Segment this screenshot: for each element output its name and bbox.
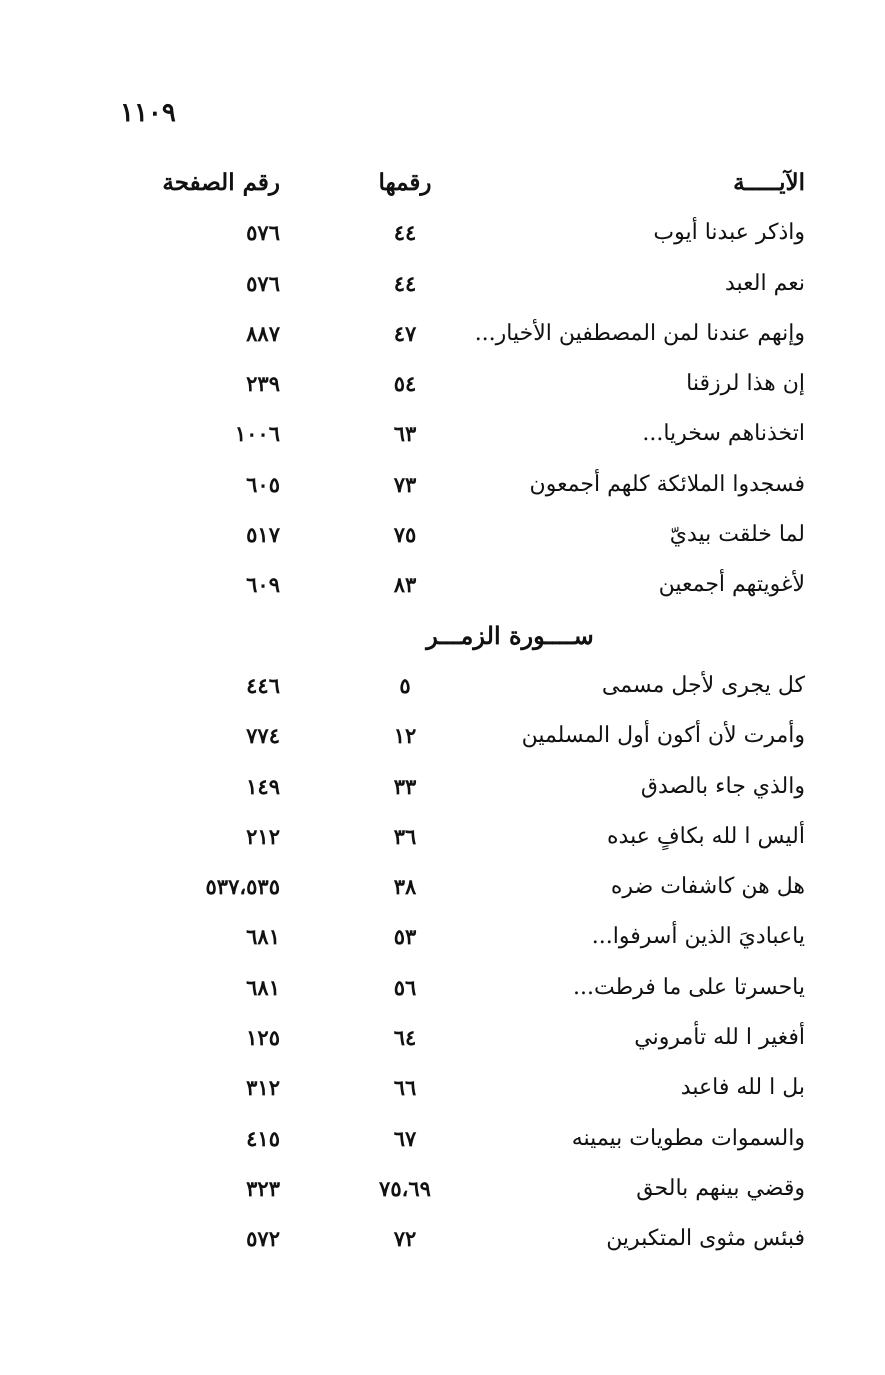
page-reference: ٦٠٩ (246, 572, 280, 598)
verse-text: هل هن كاشفات ضره (610, 874, 805, 900)
page-reference: ١٢٥ (246, 1025, 280, 1051)
table-row (150, 462, 810, 512)
verse-text: اتخذناهم سخريا... (642, 421, 805, 447)
table-header (150, 160, 810, 210)
column-header-number: رقمها (378, 169, 432, 196)
verse-text: والذي جاء بالصدق (640, 773, 805, 799)
page-reference: ٥١٧ (246, 522, 280, 548)
verse-text: لأغويتهم أجمعين (658, 572, 805, 598)
page-reference: ٤٤٦ (246, 672, 280, 698)
verse-number: ٨٣ (393, 572, 417, 598)
verse-text: فسجدوا الملائكة كلهم أجمعون (529, 471, 805, 497)
page-reference: ٣٢٣ (246, 1175, 280, 1201)
page-reference: ٧٧٤ (246, 723, 280, 749)
verse-number: ٧٣ (393, 471, 417, 497)
verse-text: إن هذا لرزقنا (686, 371, 805, 397)
page-reference: ١٠٠٦ (234, 421, 280, 447)
page-number: ١١٠٩ (120, 98, 176, 128)
table-row (150, 1166, 810, 1216)
verse-index-table (150, 160, 810, 1267)
verse-number: ٦٧ (393, 1125, 417, 1151)
table-row (150, 1015, 810, 1065)
verse-text: وإنهم عندنا لمن المصطفين الأخيار... (474, 320, 805, 346)
table-row (150, 411, 810, 461)
verse-text: بل ا لله فاعبد (680, 1075, 805, 1101)
table-row (150, 713, 810, 763)
table-row (150, 663, 810, 713)
verse-text: كل يجرى لأجل مسمى (601, 672, 805, 698)
verse-number: ١٢ (393, 723, 417, 749)
table-row (150, 210, 810, 260)
verse-number: ٦٣ (393, 421, 417, 447)
table-row (150, 311, 810, 361)
table-row (150, 361, 810, 411)
table-row (150, 261, 810, 311)
page-reference: ٢٣٩ (246, 371, 280, 397)
page-reference: ٤١٥ (246, 1125, 280, 1151)
page-reference: ٢١٢ (246, 823, 280, 849)
page-reference: ٦٨١ (246, 974, 280, 1000)
column-header-verse: الآيـــــة (733, 169, 805, 196)
verse-number: ٣٨ (393, 874, 417, 900)
verse-number: ٧٢ (393, 1226, 417, 1252)
verse-number: ٧٥،٦٩ (379, 1175, 431, 1201)
verse-number: ٧٥ (393, 522, 417, 548)
verse-text: لما خلقت بيديّ (669, 522, 805, 548)
verse-number: ٦٦ (393, 1075, 417, 1101)
table-row (150, 914, 810, 964)
page-reference: ٥٣٧،٥٣٥ (205, 874, 280, 900)
verse-number: ٥٦ (393, 974, 417, 1000)
table-row (150, 1116, 810, 1166)
verse-text: ياحسرتا على ما فرطت... (573, 974, 805, 1000)
table-row (150, 512, 810, 562)
table-row (150, 1065, 810, 1115)
verse-text: وقضي بينهم بالحق (636, 1175, 805, 1201)
page-reference: ٦٠٥ (246, 471, 280, 497)
verse-text: والسموات مطويات بيمينه (571, 1125, 805, 1151)
table-row (150, 965, 810, 1015)
table-row (150, 764, 810, 814)
page-reference: ٨٨٧ (246, 320, 280, 346)
table-row (150, 1216, 810, 1266)
page-reference: ٥٧٦ (246, 270, 280, 296)
table-row (150, 864, 810, 914)
surah-heading: ســــورة الزمـــر (426, 620, 594, 650)
verse-text: وأمرت لأن أكون أول المسلمين (521, 723, 805, 749)
surah-heading-row (150, 613, 810, 663)
page-reference: ٥٧٢ (246, 1226, 280, 1252)
verse-number: ٣٦ (393, 823, 417, 849)
page-reference: ٣١٢ (246, 1075, 280, 1101)
verse-number: ٥٤ (393, 371, 417, 397)
verse-number: ٥ (399, 672, 411, 698)
verse-number: ٥٣ (393, 924, 417, 950)
table-row (150, 562, 810, 612)
verse-number: ٦٤ (393, 1025, 417, 1051)
column-header-page: رقم الصفحة (162, 169, 280, 196)
verse-number: ٣٣ (393, 773, 417, 799)
verse-text: فبئس مثوى المتكبرين (606, 1226, 805, 1252)
verse-text: نعم العبد (725, 270, 805, 296)
verse-text: واذكر عبدنا أيوب (653, 220, 805, 246)
verse-number: ٤٤ (393, 270, 417, 296)
verse-text: ياعباديَ الذين أسرفوا... (591, 924, 805, 950)
verse-text: أليس ا لله بكافٍ عبده (607, 823, 805, 849)
verse-number: ٤٤ (393, 220, 417, 246)
table-row (150, 814, 810, 864)
verse-number: ٤٧ (393, 320, 417, 346)
page-reference: ٦٨١ (246, 924, 280, 950)
page-reference: ٥٧٦ (246, 220, 280, 246)
verse-text: أفغير ا لله تأمروني (634, 1025, 805, 1051)
page-reference: ١٤٩ (246, 773, 280, 799)
